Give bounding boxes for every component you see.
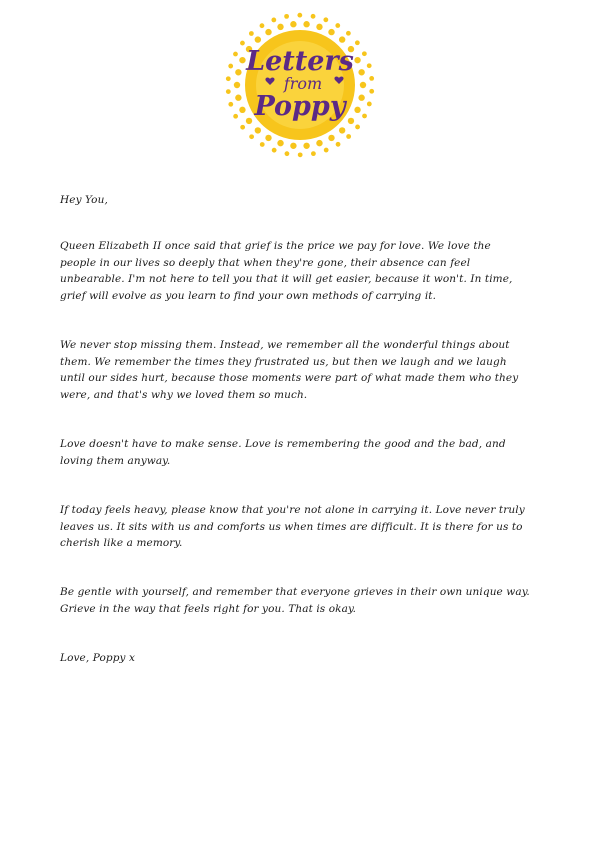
logo-line-from: from [283,74,323,93]
letter-paragraph: We never stop missing them. Instead, we remember all the wonderful things about them. We remember the times they frustrated us, but then we laugh and we laugh until our sides hurt, because those moments were part of what made them who they were, and that's why we loved them so much. [60,339,519,401]
sun-dot [255,127,261,133]
sun-dot [328,29,334,35]
sun-dot [311,151,316,156]
sun-dot [249,31,254,36]
sun-dot [226,89,231,94]
sun-dot [277,140,283,146]
sun-dot [298,152,303,157]
sun-dot [226,76,231,81]
sun-dot [303,143,309,149]
sun-dot [339,127,345,133]
sun-dot [260,23,265,28]
sun-dot [290,21,296,27]
sun-dot [362,114,367,119]
logo-line-letters: Letters [246,46,354,77]
sun-dot [324,148,329,153]
sun-dot [346,134,351,139]
sun-dot [346,31,351,36]
sun-dot [246,118,252,124]
sun-dot [240,125,245,130]
sun-dot [260,142,265,147]
sun-dot [354,57,360,63]
sun-dot [323,17,328,22]
sun-dot [271,18,276,23]
logo-line-poppy: Poppy [254,91,346,122]
sun-dot [234,82,240,88]
sun-dot [355,125,360,130]
sun-dot [355,40,360,45]
letter-paragraph: Love doesn't have to make sense. Love is remembering the good and the bad, and loving them anyway. [60,438,506,467]
sun-dot [348,118,354,124]
sun-dot [290,143,296,149]
sun-dot [369,76,374,81]
sun-dot [265,135,271,141]
sun-dot [311,14,316,19]
sun-dot [235,69,241,75]
sun-dot [358,95,364,101]
sun-dot [239,107,245,113]
sun-dot [367,63,372,68]
sun-dot [249,134,254,139]
sun-dot [362,51,367,56]
sun-dot [228,64,233,69]
sun-dot [239,57,245,63]
sun-dot [255,36,261,42]
sun-dot [235,95,241,101]
sun-dot [336,142,341,147]
sun-dot [360,82,366,88]
sun-dot [233,52,238,57]
sun-dot [316,24,322,30]
sun-dot [369,89,374,94]
sun-dot [303,21,309,27]
sun-dot [240,41,245,46]
sun-dot [335,23,340,28]
sun-dot [233,114,238,119]
letter-paragraph: If today feels heavy, please know that you're not alone in carrying it. Love never truly leaves us. It sits with us and comforts us when times are difficult. It is there for us to cherish like a memory. [60,504,525,549]
sun-dot [228,102,233,107]
letter-paragraph: Be gentle with yourself, and remember that everyone grieves in their own unique way. Grieve in the way that feels right for you. That is okay. [60,586,530,615]
sun-dot [277,24,283,30]
letters-from-poppy-logo [214,6,386,164]
sun-dot [358,69,364,75]
letter-signoff: Love, Poppy x [60,652,136,664]
sun-dot [265,29,271,35]
sun-dot [328,135,334,141]
sun-dot [284,14,289,19]
letter-paragraph: Queen Elizabeth II once said that grief is the price we pay for love. We love the people in our lives so deeply that when they're gone, their absence can feel unbearable. I'm not here to tell you that it will get easier, because it won't. In time, grief will evolve as you learn to find your own methods of carrying it. [60,240,513,302]
sun-dot [285,151,290,156]
sun-dot [339,36,345,42]
sun-dot [367,102,372,107]
sun-dot [297,13,302,18]
sun-dot [354,107,360,113]
sun-dot [316,140,322,146]
letter-greeting: Hey You, [60,194,108,206]
sun-dot [272,148,277,153]
